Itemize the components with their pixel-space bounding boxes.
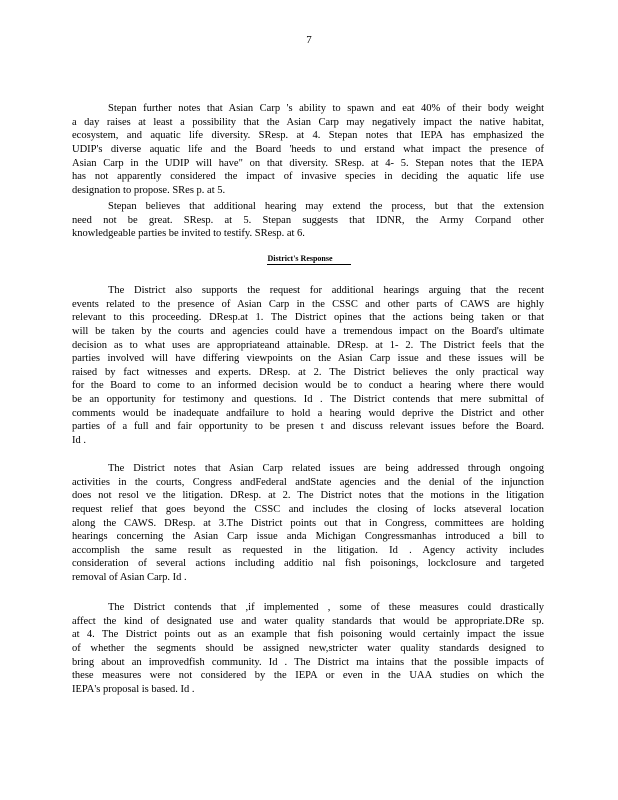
text-line: removal of Asian Carp. Id . [72, 572, 187, 584]
text-line: be an opportunity for testimony and questions. Id . The District contends that mere submittal of [72, 394, 544, 406]
text-line: The District notes that Asian Carp related issues are being addressed through ongoing [108, 463, 544, 474]
text-line: request relief that goes beyond the CSSC and includes the closing of locks atseveral location [72, 503, 544, 515]
text-line: Stepan further notes that Asian Carp 's ability to spawn and eat 40% of their body weight [108, 103, 544, 114]
text-line: raised by fact witnesses and experts. DResp. at 2. The District believes the only practical way [72, 366, 544, 378]
paragraph-district-supports [72, 284, 544, 448]
text-line: The District contends that ,if implemented , some of these measures could drastically [108, 602, 544, 613]
heading-text: District's Response [267, 254, 350, 265]
text-line: affect the kind of designated use and water quality standards that would be appropriate.DRe sp. [72, 615, 544, 627]
text-line: will be taken by the courts and agencies could have a tremendous impact on the Board's ultimate [72, 325, 544, 337]
paragraph-district-contends [72, 601, 544, 696]
text-line: decision as to what uses are appropriateand attainable. DResp. at 1- 2. The District feels that the [72, 339, 544, 351]
section-heading [0, 254, 618, 265]
text-line: hearings concerning the Asian Carp issue anda Michigan Congressmanhas introduced a bill to [72, 531, 544, 543]
paragraph-district-notes [72, 462, 544, 585]
text-line: bring about an improvedfish community. Id . The District ma intains that the possible impacts of [72, 656, 544, 668]
text-line: IEPA's proposal is based. Id . [72, 683, 195, 695]
paragraph-stepan-asian-carp [72, 102, 544, 197]
text-line: ecosystem, and aquatic life diversity. SResp. at 4. Stepan notes that IEPA has emphasized the [72, 130, 544, 142]
text-line: Stepan believes that additional hearing may extend the process, but that the extension [108, 201, 544, 212]
text-line: designation to propose. SRes p. at 5. [72, 184, 226, 196]
text-line: parties involved will have differing viewpoints on the Asian Carp issue and these issues will be [72, 353, 544, 365]
text-line: at 4. The District points out as an example that fish poisoning would certainly impact the issue [72, 629, 544, 641]
text-line: Asian Carp in the UDIP will have" on that diversity. SResp. at 4- 5. Stepan notes that the IEPA [72, 157, 544, 169]
text-line: need not be great. SResp. at 5. Stepan suggests that IDNR, the Army Corpand other [72, 214, 544, 226]
text-line: relevant to this proceeding. DResp.at 1. The District opines that the actions being taken or that [72, 312, 544, 324]
paragraph-stepan-hearing [72, 200, 544, 241]
text-line: Id . [72, 435, 86, 447]
text-line: UDIP's diverse aquatic life and the Board 'heeds to und erstand what impact the presence of [72, 143, 544, 155]
text-line: knowledgeable parties be invited to testify. SResp. at 6. [72, 228, 305, 240]
page-number: 7 [306, 34, 312, 46]
text-line: has not apparently considered the impact of invasive species in deciding the aquatic life use [72, 171, 544, 183]
text-line: parties of a full and fair opportunity to be presen t and discuss relevant issues before the Board. [72, 421, 544, 433]
text-line: accomplish the same result as requested in the litigation. Id . Agency activity includes [72, 544, 544, 556]
text-line: activities in the courts, Congress andFederal andState agencies and the denial of the injunction [72, 476, 544, 488]
text-line: along the CAWS. DResp. at 3.The District points out that in Congress, committees are holding [72, 517, 544, 529]
text-line: The District also supports the request for additional hearings arguing that the recent [108, 285, 544, 296]
text-line: consideration of several actions including additio nal fish poisonings, lockclosure and targeted [72, 558, 544, 570]
text-line: of whether the segments should be assigned new,stricter water quality standards designed to [72, 642, 544, 654]
text-line: for the Board to come to an informed decision would be to conduct a hearing where there would [72, 380, 544, 392]
text-line: comments would be inadequate andfailure to hold a hearing would deprive the District and other [72, 407, 544, 419]
text-line: a day raises at least a possibility that the Asian Carp may negatively impact the native habitat, [72, 116, 544, 128]
text-line: does not resol ve the litigation. DResp. at 2. The District notes that the motions in the litigation [72, 490, 544, 502]
text-line: these measures were not considered by the IEPA or even in the UAA studies on which the [72, 670, 544, 682]
text-line: events related to the presence of Asian Carp in the CSSC and other parts of CAWS are highly [72, 298, 544, 310]
